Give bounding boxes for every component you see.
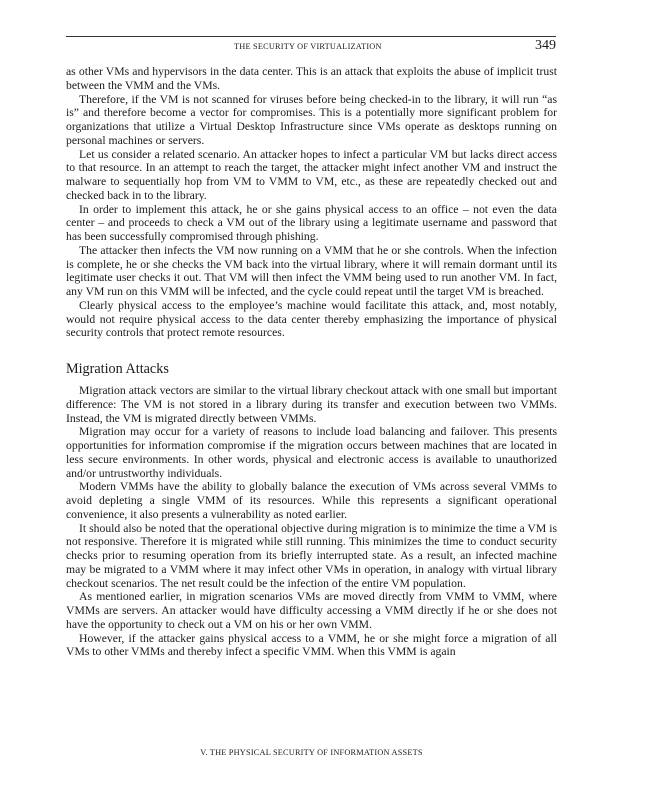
paragraph: Migration attack vectors are similar to the virtual library checkout attack with one small but important difference: The VM is not stored in a library during its transfer and execution between two VMMs. Instead, the VM is migrated directly between VMMs. <box>66 384 557 425</box>
page-number: 349 <box>535 38 556 53</box>
section-heading: Migration Attacks <box>66 361 169 377</box>
running-title: THE SECURITY OF VIRTUALIZATION <box>234 42 382 51</box>
paragraph: However, if the attacker gains physical access to a VMM, he or she might force a migration of all VMs to other VMMs and thereby infect a specific VMM. When this VMM is again <box>66 631 557 659</box>
paragraph: as other VMs and hypervisors in the data center. This is an attack that exploits the abuse of implicit trust between the VMM and the VMs. <box>66 65 557 92</box>
header-rule <box>66 36 556 37</box>
running-foot: V. THE PHYSICAL SECURITY OF INFORMATION ASSETS <box>200 748 423 757</box>
paragraph: In order to implement this attack, he or she gains physical access to an office – not even the data center – and proceeds to check a VM out of the library using a legitimate username and password that has been successfully compromised through phishing. <box>66 202 557 243</box>
paragraph: Modern VMMs have the ability to globally balance the execution of VMs across several VMMs to avoid depleting a single VMM of its resources. While this represents a significant operational convenience, it also presents a vulnerability as noted earlier. <box>66 480 557 521</box>
paragraph: Clearly physical access to the employee’s machine would facilitate this attack, and, most notably, would not require physical access to the data center thereby emphasizing the importance of physical security controls that protect remote resources. <box>66 298 557 340</box>
paragraph: Let us consider a related scenario. An attacker hopes to infect a particular VM but lacks direct access to that resource. In an attempt to reach the target, the attacker might infect another VM and instruct the malware to sequentially hop from VM to VMM to VM, etc., as these are repeatedly checked out and checked back in to the library. <box>66 147 557 202</box>
paragraph: The attacker then infects the VM now running on a VMM that he or she controls. When the infection is complete, he or she checks the VM back into the virtual library, where it will remain dormant until its legitimate user checks it out. That VM will then infect the VMM being used to run another VM. In fact, any VM run on this VMM will be infected, and the cycle could repeat until the target VM is breached. <box>66 243 557 298</box>
paragraph: It should also be noted that the operational objective during migration is to minimize the time a VM is not responsive. Therefore it is migrated while still running. This minimizes the time to conduct security checks prior to resuming operation from its briefly interrupted state. As a result, an infected machine may be migrated to a VMM where it may infect other VMs in operation, in analogy with virtual library checkout scenarios. The net result could be the infection of the entire VM population. <box>66 521 557 590</box>
body-text <box>66 65 557 659</box>
paragraph: Therefore, if the VM is not scanned for viruses before being checked-in to the library, it will run “as is” and therefore become a vector for compromises. This is a potentially more significant problem for organizations that utilize a Virtual Desktop Infrastructure since VMs operate as desktops running on personal machines or servers. <box>66 92 557 147</box>
paragraph: As mentioned earlier, in migration scenarios VMs are moved directly from VMM to VMM, where VMMs are servers. An attacker would have difficulty accessing a VMM directly if he or she does not have the opportunity to check out a VM on his or her own VMM. <box>66 590 557 631</box>
running-head <box>66 40 556 56</box>
paragraph: Migration may occur for a variety of reasons to include load balancing and failover. This presents opportunities for information compromise if the migration occurs between machines that are located in less secure environments. In other words, physical and electronic access is available to unauthorized and/or untrustworthy individuals. <box>66 425 557 480</box>
